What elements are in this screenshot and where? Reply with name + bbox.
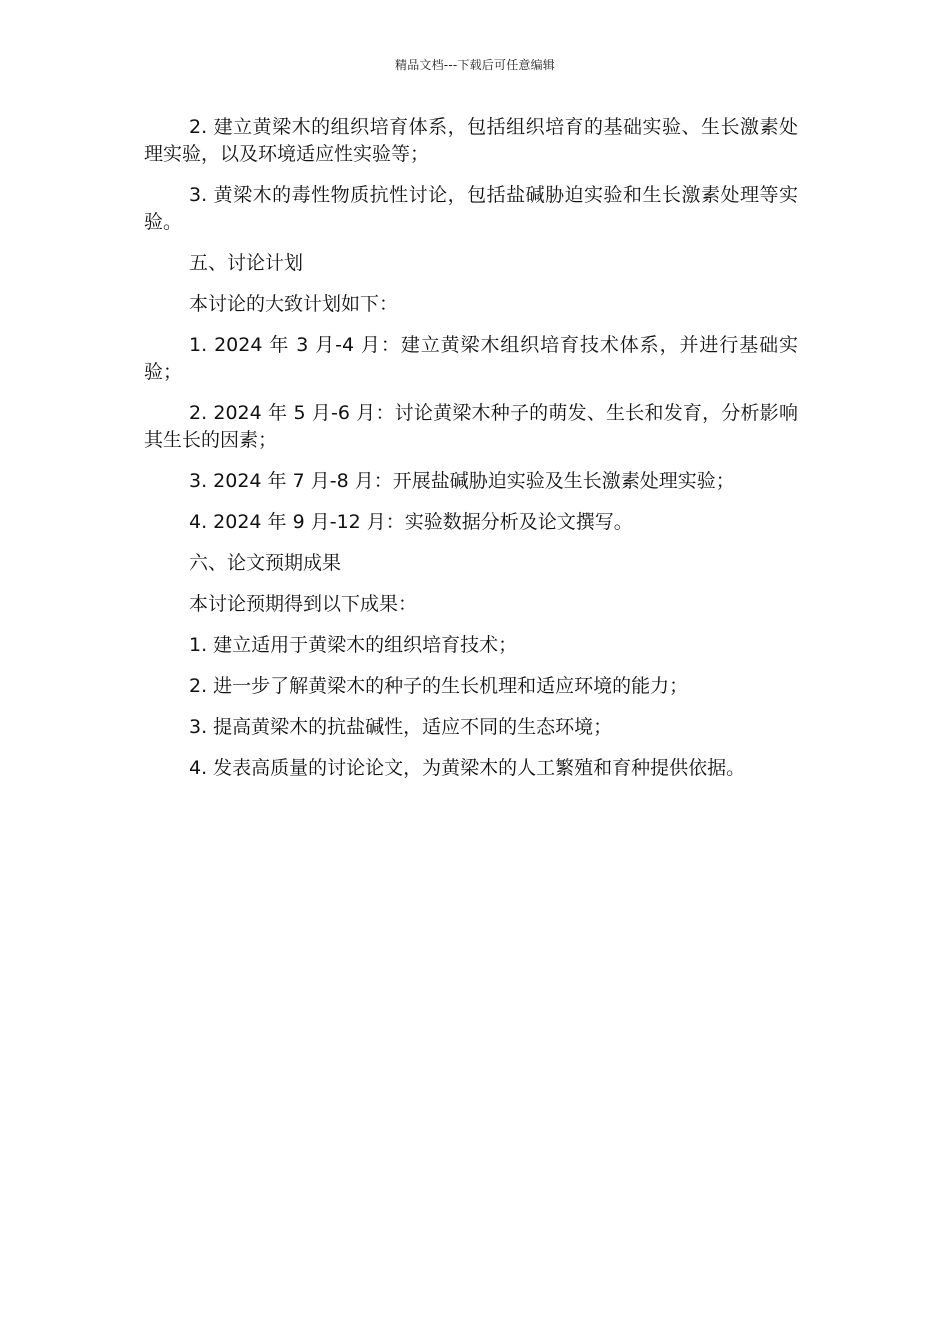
list-item-toxicity-resistance: 3. 黄梁木的毒性物质抗性讨论，包括盐碱胁迫实验和生长激素处理等实验。 <box>144 184 798 233</box>
outcome-item-4: 4. 发表高质量的讨论论文，为黄梁木的人工繁殖和育种提供依据。 <box>189 757 746 779</box>
section-heading-plan: 五、讨论计划 <box>189 252 304 274</box>
outcome-item-2: 2. 进一步了解黄梁木的种子的生长机理和适应环境的能力； <box>189 675 689 697</box>
list-item-tissue-culture-system: 2. 建立黄梁木的组织培育体系，包括组织培育的基础实验、生长激素处理实验，以及环境适应性实验等； <box>144 116 798 165</box>
outcome-item-3: 3. 提高黄梁木的抗盐碱性，适应不同的生态环境； <box>189 716 613 738</box>
plan-item-3: 3. 2024 年 7 月-8 月：开展盐碱胁迫实验及生长激素处理实验； <box>189 470 735 492</box>
section-heading-outcomes: 六、论文预期成果 <box>189 552 342 574</box>
plan-intro: 本讨论的大致计划如下： <box>189 293 399 315</box>
document-body <box>144 114 798 796</box>
plan-item-4: 4. 2024 年 9 月-12 月：实验数据分析及论文撰写。 <box>189 511 633 533</box>
outcomes-intro: 本讨论预期得到以下成果： <box>189 593 418 615</box>
plan-item-2: 2. 2024 年 5 月-6 月：讨论黄梁木种子的萌发、生长和发育，分析影响其生长的因素； <box>144 402 798 451</box>
page-header: 精品文档---下载后可任意编辑 <box>395 58 555 72</box>
plan-item-1: 1. 2024 年 3 月-4 月：建立黄梁木组织培育技术体系，并进行基础实验； <box>144 334 798 383</box>
outcome-item-1: 1. 建立适用于黄梁木的组织培育技术； <box>189 634 518 656</box>
